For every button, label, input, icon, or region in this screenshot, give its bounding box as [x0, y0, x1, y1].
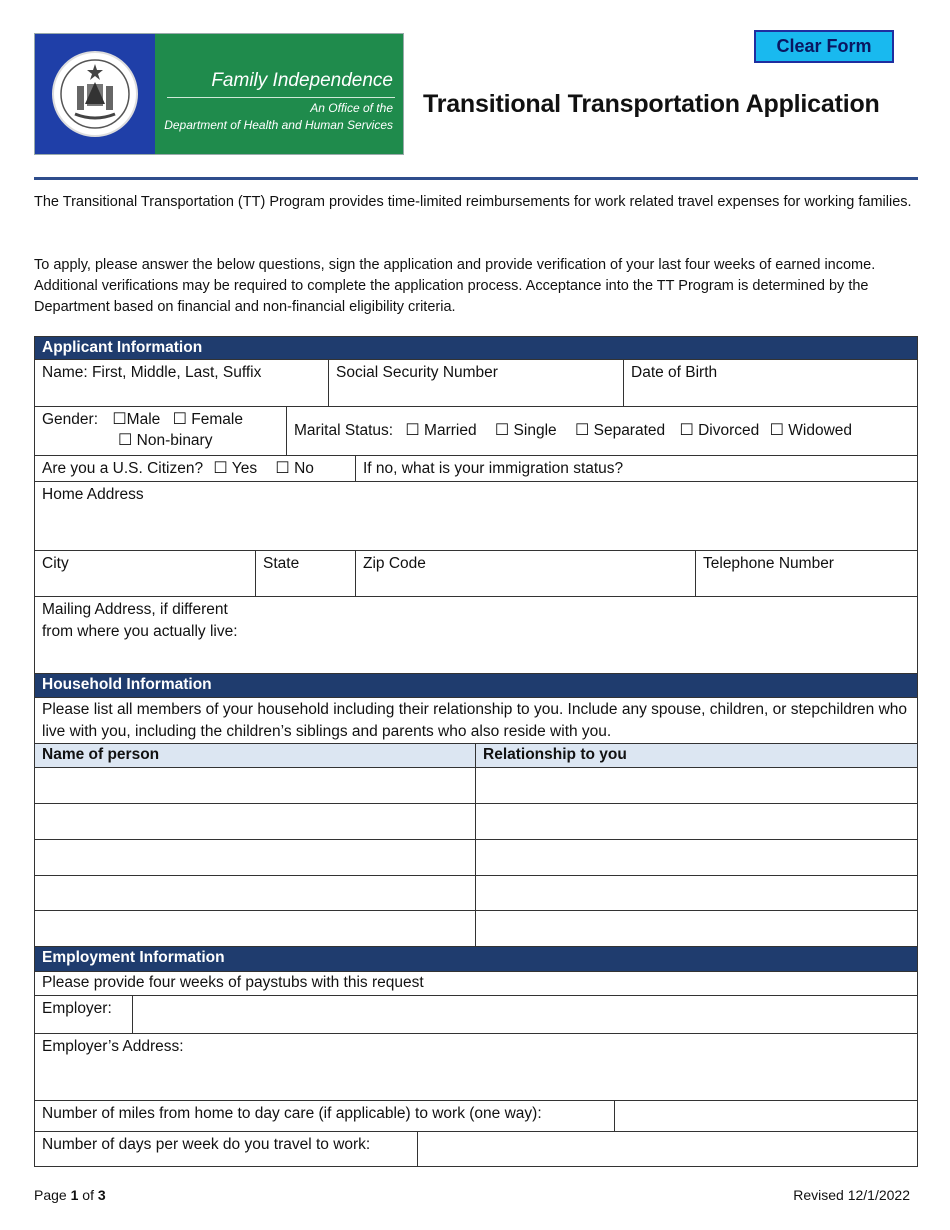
intro-paragraph-2: To apply, please answer the below questions, sign the application and provide verification of your last four weeks of earned income. Additional verifications may be required to complete the application process. Acceptance into the TT Program is determined by the Department based on financial and non-financial eligibility criteria. [34, 257, 876, 315]
citizen-cell [34, 455, 356, 482]
zip-label: Zip Code [363, 555, 426, 572]
single-checkbox[interactable]: ☐ Single [494, 422, 557, 439]
logo-title: Family Independence [211, 70, 393, 91]
mailing-label-line1: Mailing Address, if different [42, 601, 228, 618]
revision-date: Revised 12/1/2022 [793, 1187, 910, 1203]
intro-paragraph-1: The Transitional Transportation (TT) Program provides time-limited reimbursements for work related travel expenses for working families. [34, 194, 912, 210]
days-label: Number of days per week do you travel to work: [34, 1131, 418, 1167]
divorced-checkbox[interactable]: ☐ Divorced [679, 422, 760, 439]
home-address-label: Home Address [42, 486, 144, 503]
household-instructions: Please list all members of your household including their relationship to you. Include any spouse, children, or stepchildren who live with you, including the children’s siblings and parents who also reside with you. [34, 697, 918, 744]
clear-form-button[interactable]: Clear Form [754, 30, 894, 63]
employer-label: Employer: [34, 995, 133, 1034]
household-relationship-input[interactable] [475, 839, 918, 876]
employer-address-field[interactable] [34, 1033, 918, 1101]
citizen-question: Are you a U.S. Citizen? [42, 460, 204, 477]
household-relationship-input[interactable] [475, 910, 918, 947]
city-field[interactable] [34, 550, 256, 597]
widowed-checkbox[interactable]: ☐ Widowed [769, 422, 852, 439]
household-relationship-input[interactable] [475, 803, 918, 840]
household-name-input[interactable] [34, 875, 476, 911]
zip-field[interactable] [355, 550, 696, 597]
title-divider [34, 177, 918, 180]
married-checkbox[interactable]: ☐ Married [405, 422, 477, 439]
employment-section-header: Employment Information [34, 946, 918, 972]
logo-subtitle-2: Department of Health and Human Services [164, 118, 393, 132]
paystubs-note: Please provide four weeks of paystubs with this request [34, 971, 918, 996]
name-field[interactable] [34, 359, 329, 407]
state-seal-icon [35, 34, 155, 154]
logo-subtitle-1: An Office of the [310, 101, 393, 115]
citizen-yes-checkbox[interactable]: ☐ Yes [213, 460, 258, 477]
mailing-address-field[interactable] [34, 596, 918, 674]
page-number: Page 1 of 3 [34, 1187, 106, 1203]
nonbinary-checkbox[interactable]: ☐ Non-binary [118, 432, 213, 449]
col-header-relationship: Relationship to you [475, 743, 918, 768]
dob-label: Date of Birth [631, 364, 718, 381]
immigration-label: If no, what is your immigration status? [363, 460, 624, 477]
logo-divider [167, 97, 395, 98]
mailing-label-line2: from where you actually live: [42, 623, 238, 640]
household-name-input[interactable] [34, 803, 476, 840]
dob-field[interactable] [623, 359, 918, 407]
state-field[interactable] [255, 550, 356, 597]
ssn-label: Social Security Number [336, 364, 498, 381]
telephone-field[interactable] [695, 550, 918, 597]
name-label: Name: First, Middle, Last, Suffix [42, 364, 262, 381]
miles-label: Number of miles from home to day care (if applicable) to work (one way): [34, 1100, 615, 1132]
marital-label: Marital Status: [294, 422, 394, 439]
home-address-field[interactable] [34, 481, 918, 551]
employer-address-label: Employer’s Address: [42, 1038, 184, 1055]
immigration-status-field[interactable] [355, 455, 918, 482]
applicant-section-header: Applicant Information [34, 336, 918, 360]
citizen-no-checkbox[interactable]: ☐ No [275, 460, 314, 477]
employer-input[interactable] [132, 995, 918, 1034]
household-section-header: Household Information [34, 673, 918, 698]
page-title: Transitional Transportation Application [423, 90, 880, 118]
household-relationship-input[interactable] [475, 875, 918, 911]
female-checkbox[interactable]: ☐ Female [172, 411, 243, 428]
male-checkbox[interactable]: ☐Male [112, 411, 161, 428]
city-label: City [42, 555, 69, 572]
col-header-name: Name of person [34, 743, 476, 768]
gender-label: Gender: [42, 411, 99, 428]
household-name-input[interactable] [34, 767, 476, 804]
marital-status-cell [286, 406, 918, 456]
dhhs-logo [34, 33, 404, 155]
gender-cell [34, 406, 287, 456]
household-relationship-input[interactable] [475, 767, 918, 804]
household-name-input[interactable] [34, 839, 476, 876]
telephone-label: Telephone Number [703, 555, 834, 572]
state-label: State [263, 555, 300, 572]
ssn-field[interactable] [328, 359, 624, 407]
miles-input[interactable] [614, 1100, 918, 1132]
separated-checkbox[interactable]: ☐ Separated [574, 422, 666, 439]
days-input[interactable] [417, 1131, 918, 1167]
household-name-input[interactable] [34, 910, 476, 947]
